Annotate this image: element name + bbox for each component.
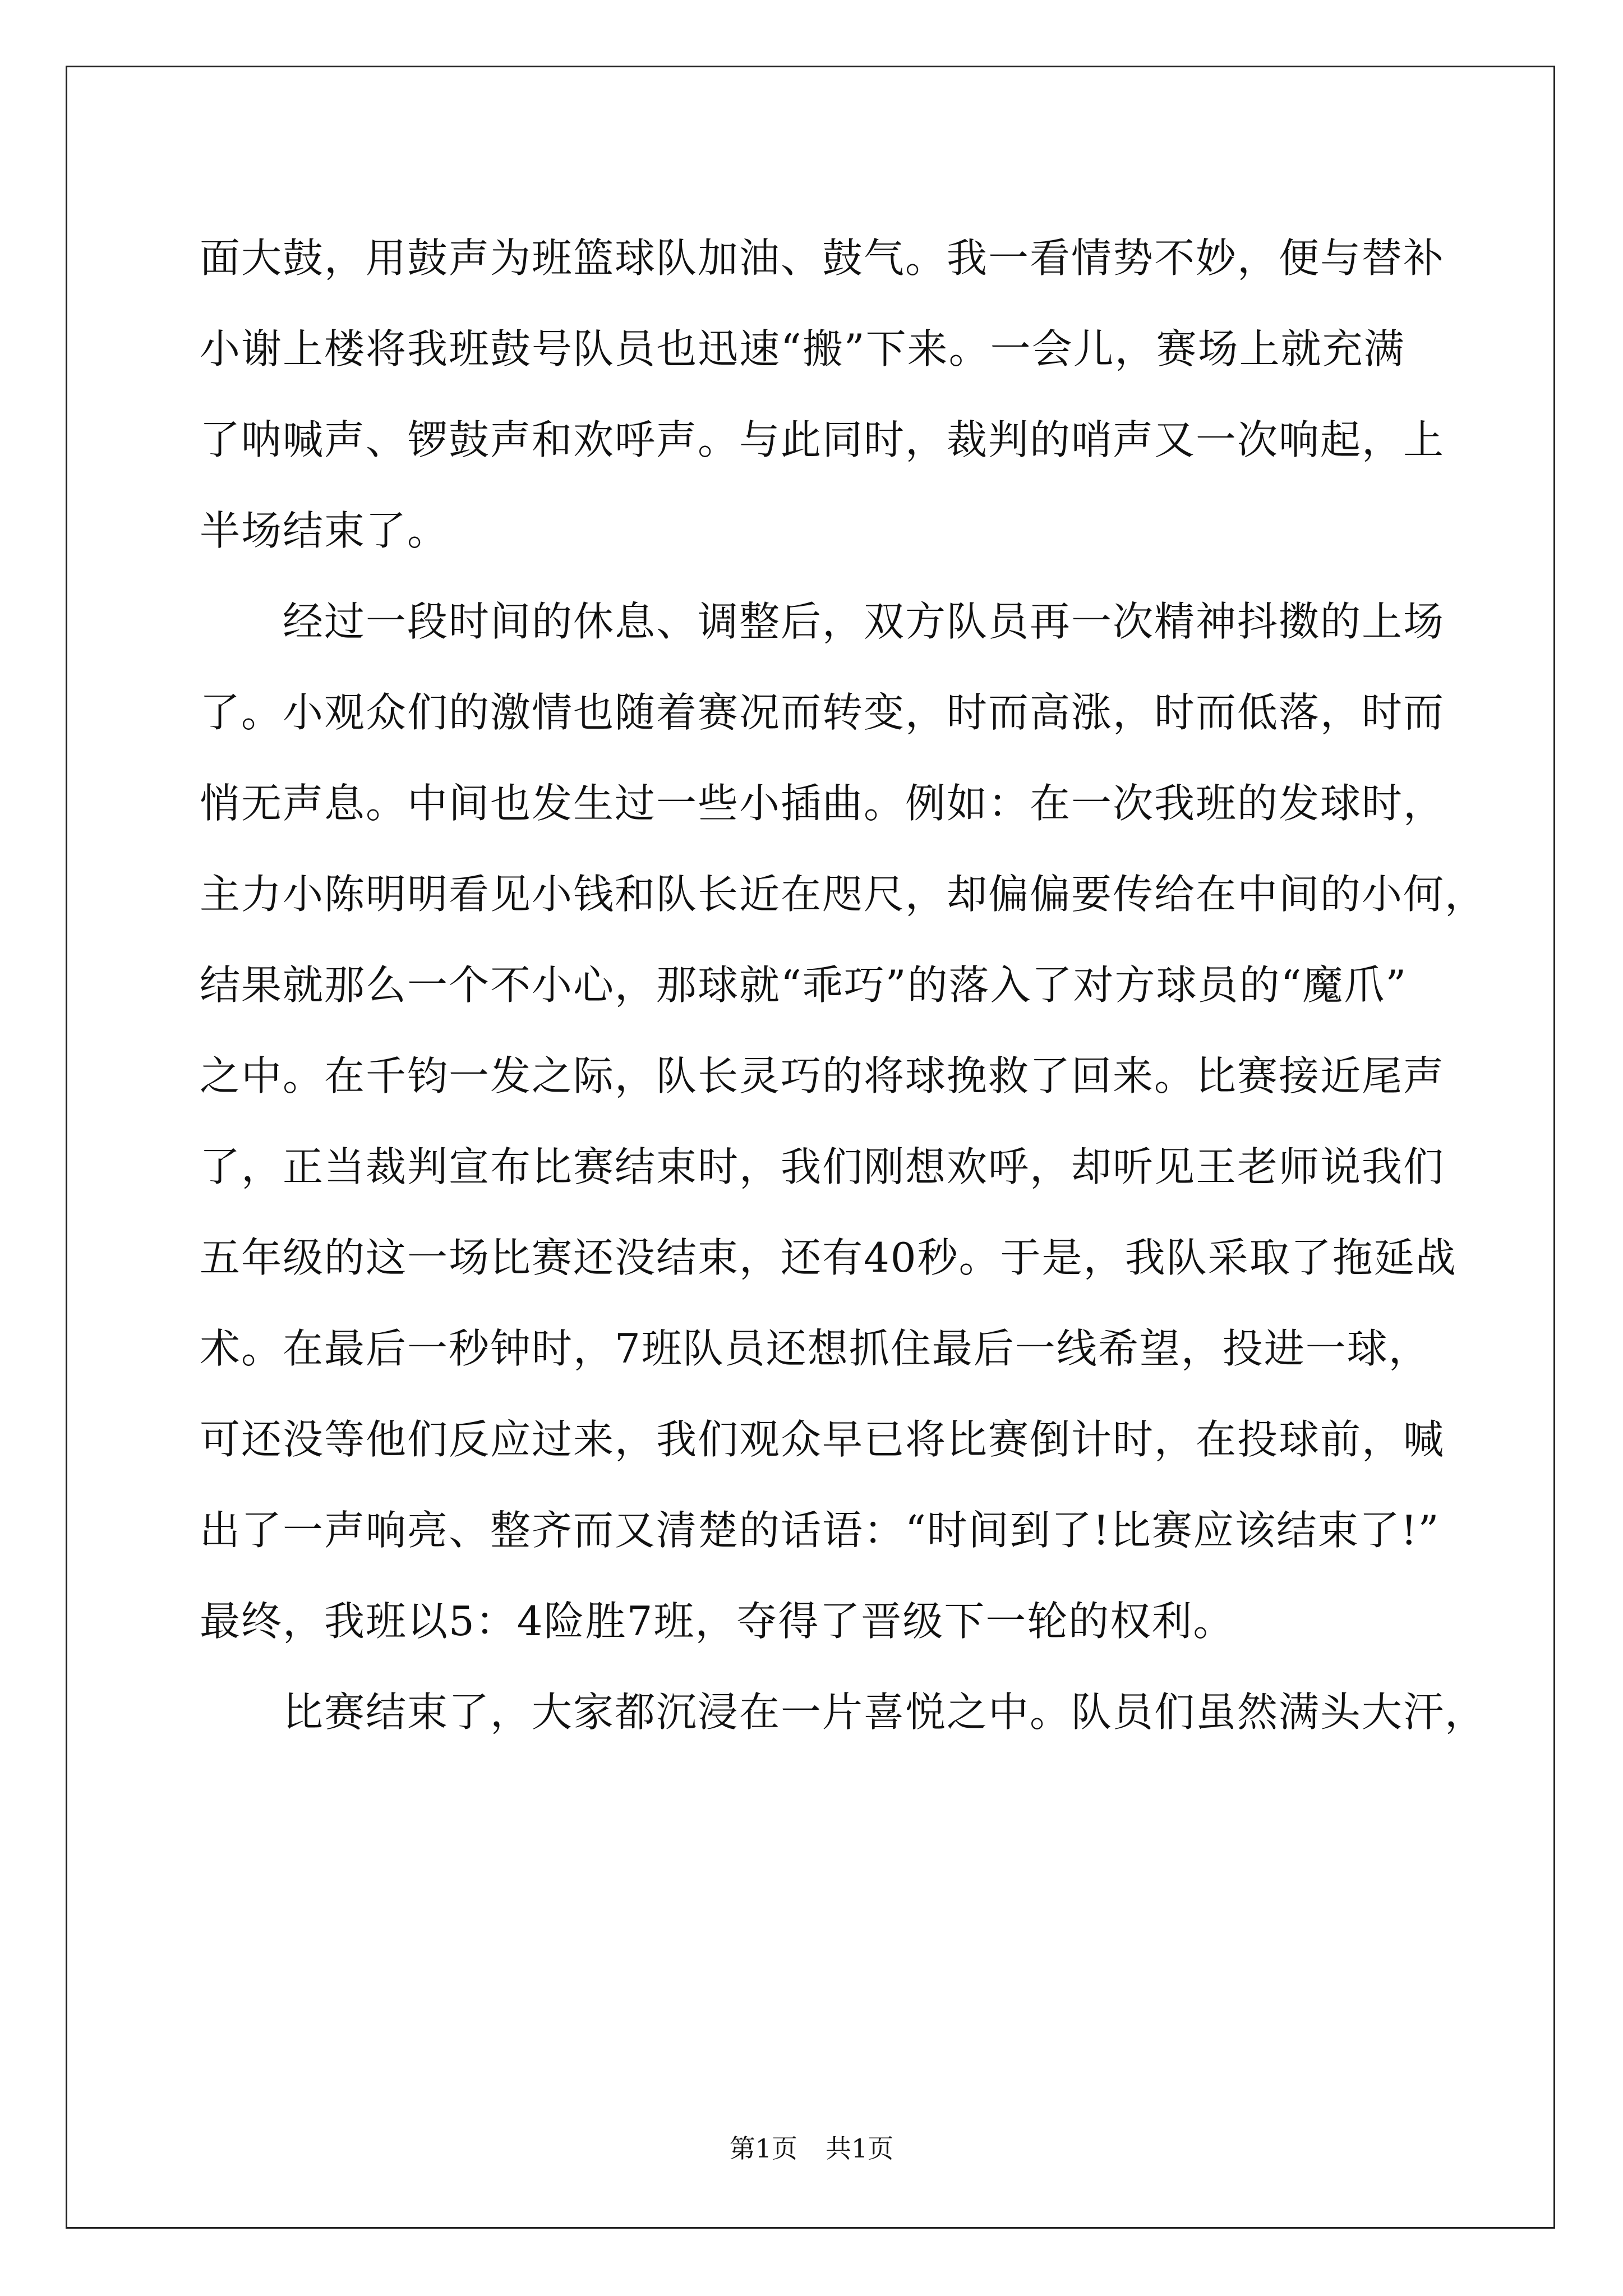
text-line: 了，正当裁判宣布比赛结束时，我们刚想欢呼，却听见王老师说我们	[200, 1143, 1445, 1190]
text-line: 主力小陈明明看见小钱和队长近在咫尺，却偏偏要传给在中间的小何，	[200, 871, 1487, 918]
text-line: 结果就那么一个不小心，那球就“乖巧”的落入了对方球员的“魔爪”	[200, 961, 1408, 1009]
page-number-current: 第1页	[729, 2133, 797, 2164]
text-line: 可还没等他们反应过来，我们观众早已将比赛倒计时，在投球前，喊	[200, 1416, 1445, 1463]
text-line: 半场结束了。	[200, 507, 449, 554]
page-footer	[0, 2132, 1623, 2165]
text-line: 了。小观众们的激情也随着赛况而转变，时而高涨，时而低落，时而	[200, 689, 1445, 736]
text-line: 了呐喊声、锣鼓声和欢呼声。与此同时，裁判的哨声又一次响起，上	[200, 416, 1445, 463]
text-line: 面大鼓，用鼓声为班篮球队加油、鼓气。我一看情势不妙，便与替补	[200, 234, 1445, 282]
text-line: 之中。在千钧一发之际，队长灵巧的将球挽救了回来。比赛接近尾声	[200, 1052, 1445, 1099]
text-line: 悄无声息。中间也发生过一些小插曲。例如：在一次我班的发球时，	[200, 780, 1445, 827]
paragraph-start-line: 经过一段时间的休息、调整后，双方队员再一次精神抖擞的上场	[283, 598, 1445, 645]
text-line: 五年级的这一场比赛还没结束，还有40秒。于是，我队采取了拖延战	[200, 1234, 1457, 1281]
text-line: 小谢上楼将我班鼓号队员也迅速“搬”下来。一会儿，赛场上就充满	[200, 325, 1405, 372]
text-line: 术。在最后一秒钟时，7班队员还想抓住最后一线希望，投进一球，	[200, 1325, 1430, 1372]
text-line: 出了一声响亮、整齐而又清楚的话语：“时间到了!比赛应该结束了!”	[200, 1507, 1440, 1554]
text-line: 最终，我班以5：4险胜7班，夺得了晋级下一轮的权利。	[200, 1598, 1235, 1645]
paragraph-start-line: 比赛结束了，大家都沉浸在一片喜悦之中。队员们虽然满头大汗，	[283, 1688, 1487, 1736]
page-number-total: 共1页	[826, 2133, 894, 2164]
